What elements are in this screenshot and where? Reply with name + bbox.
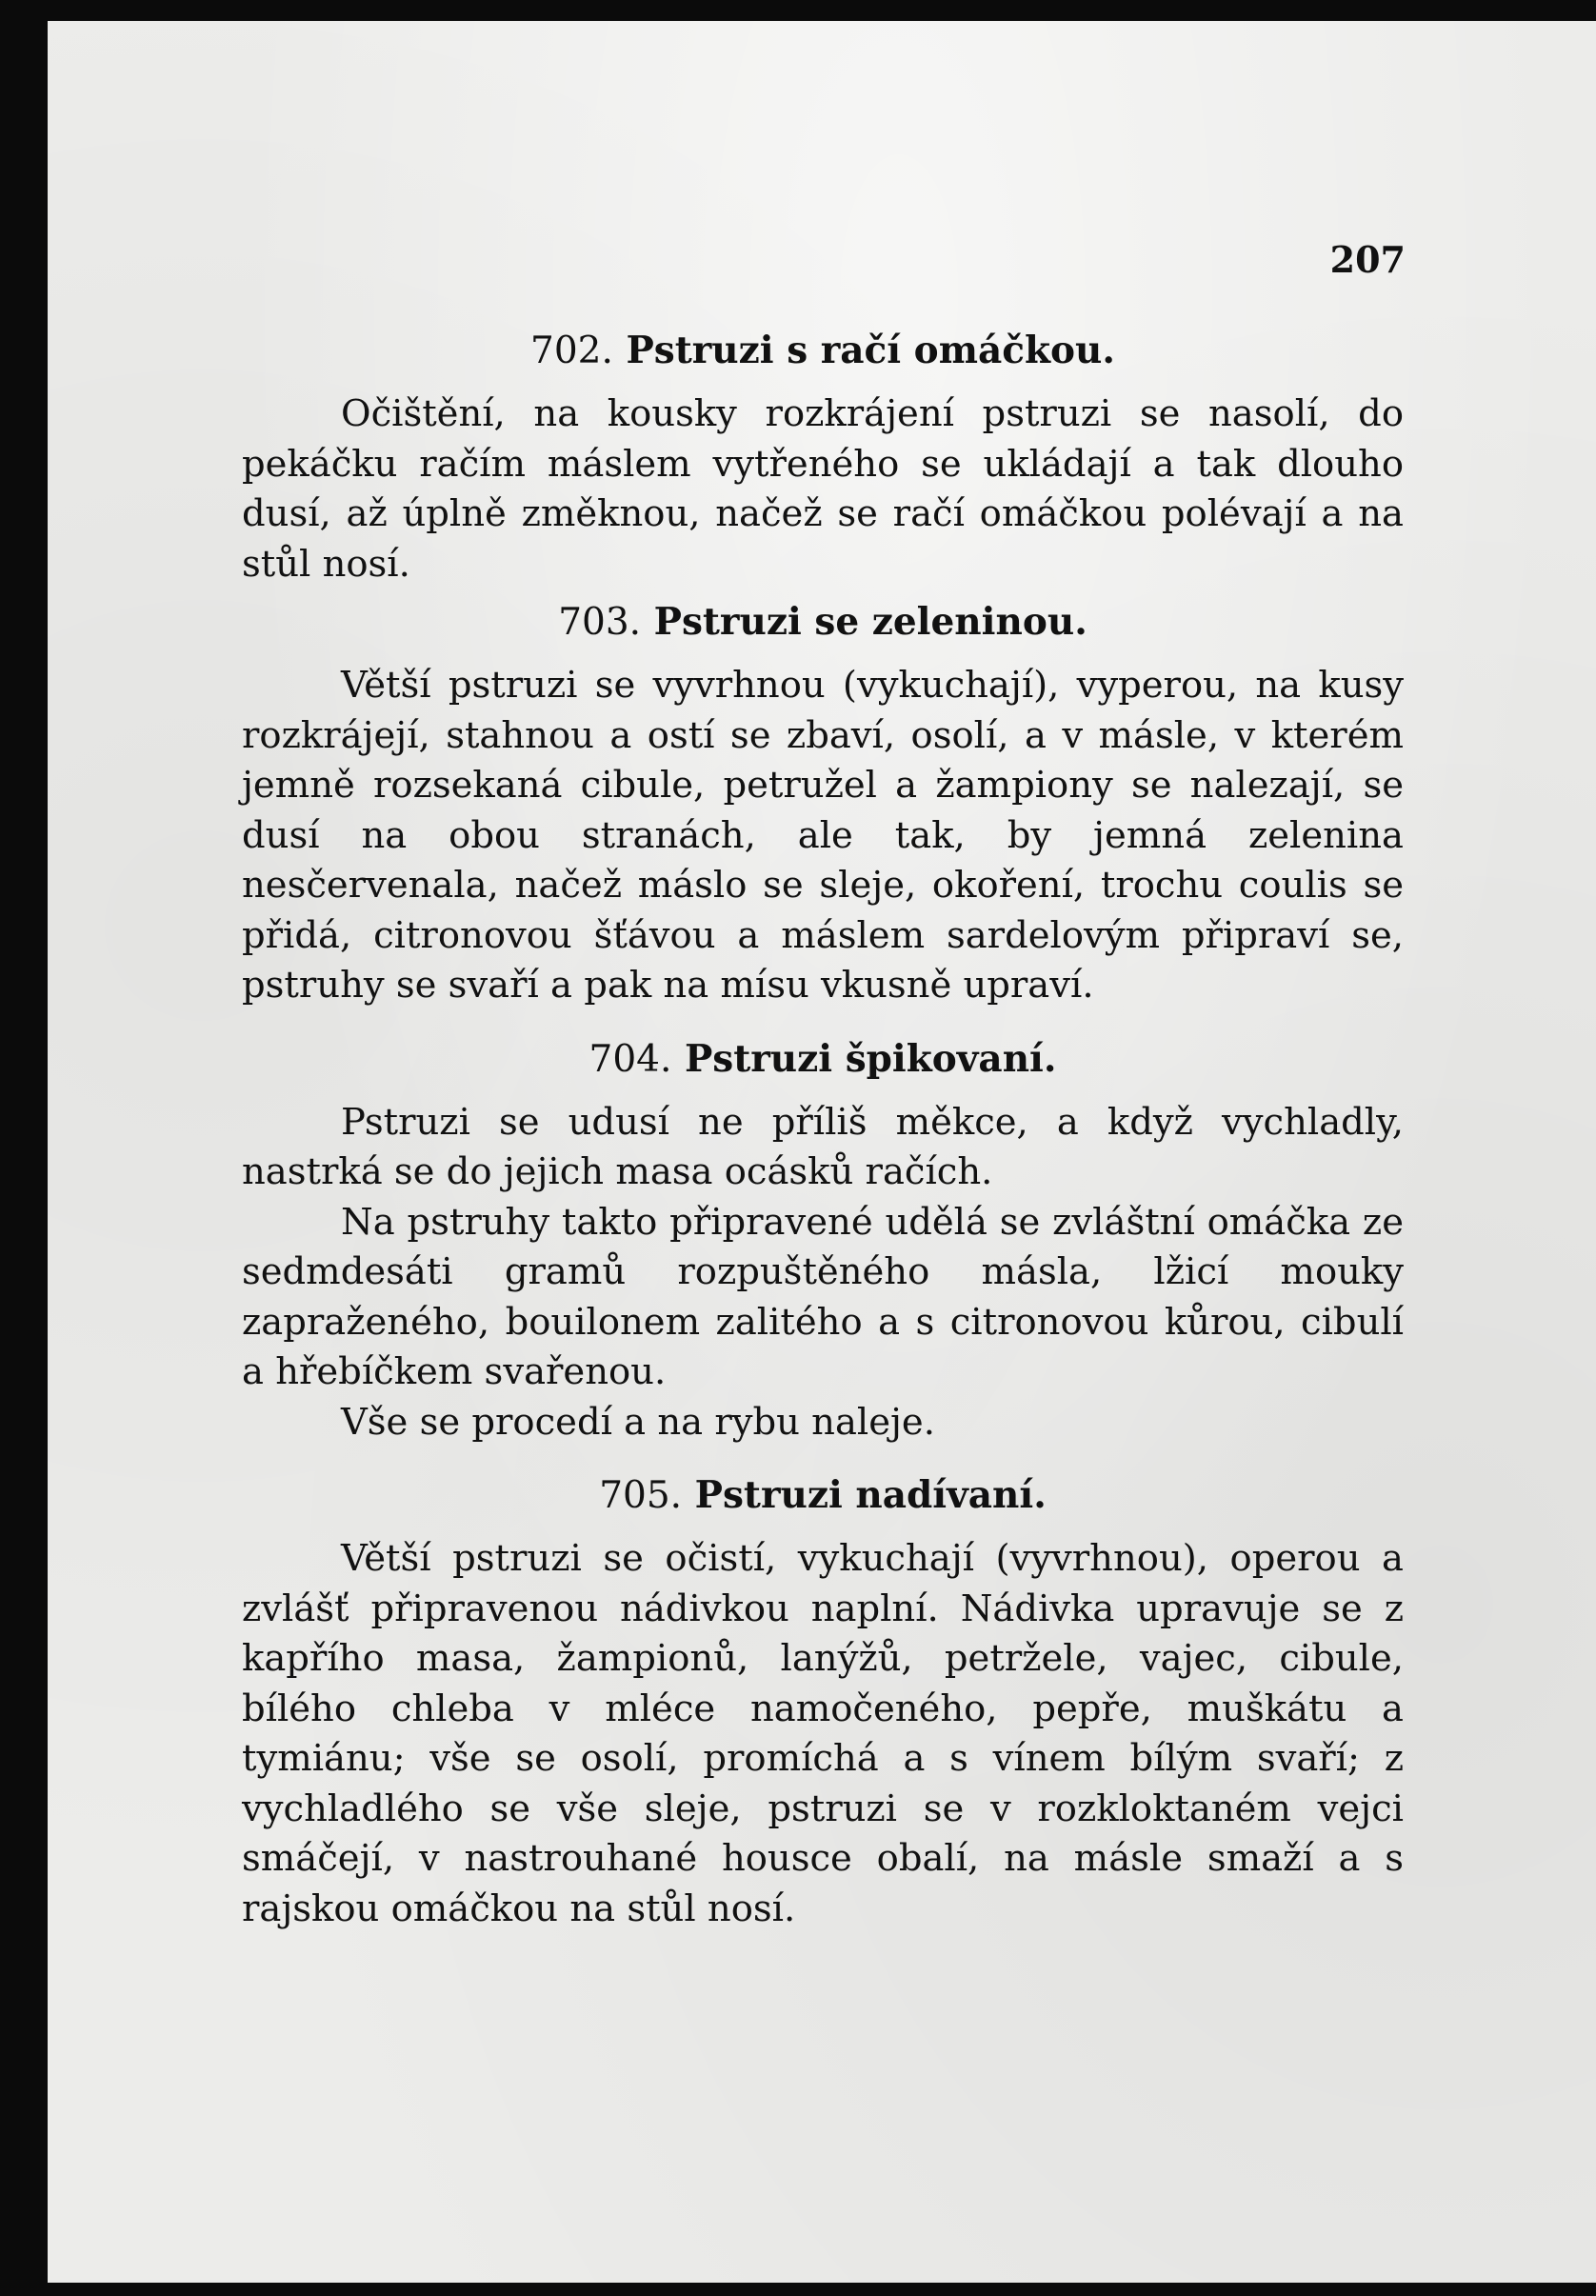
book-page bbox=[48, 21, 1596, 2283]
recipe-paragraph: Větší pstruzi se očistí, vykuchají (vyvrhnou), operou a zvlášť připravenou nádivkou naplní. Nádivka upravuje se z kapřího masa, žampionů, lanýžů, petržele, vajec, cibule, bílého chleba v mléce namočeného, pepře, muškátu a tymiánu; vše se osolí, promíchá a s vínem bílým svaří; z vychladlého se vše sleje, pstruzi se v rozkloktaném vejci smáčejí, v nastrouhané housce obalí, na másle smaží a s rajskou omáčkou na stůl nosí. bbox=[242, 1537, 1404, 1930]
recipe-number: 702. bbox=[530, 329, 613, 372]
recipe-paragraph: Pstruzi se udusí ne příliš měkce, a když vychladly, nastrká se do jejich masa ocásků račích. bbox=[242, 1100, 1404, 1193]
recipe-paragraph: Na pstruhy takto připravené udělá se zvláštní omáčka ze sedmdesáti gramů rozpuštěného másla, lžicí mouky zapraženého, bouilonem zalitého a s citronovou kůrou, cibulí a hřebíčkem svařenou. bbox=[242, 1200, 1404, 1393]
recipe-heading bbox=[242, 1034, 1404, 1085]
recipe-704 bbox=[242, 1034, 1404, 1448]
recipe-number: 705. bbox=[599, 1474, 683, 1517]
recipe-paragraph: Vše se procedí a na rybu naleje. bbox=[341, 1400, 935, 1444]
recipe-paragraph: Větší pstruzi se vyvrhnou (vykuchají), vyperou, na kusy rozkrájejí, stahnou a ostí se zbaví, osolí, a v másle, v kterém jemně rozsekaná cibule, petružel a žampiony se nalezají, se dusí na obou stranách, ale tak, by jemná zelenina nesčervenala, načež máslo se sleje, okoření, trochu coulis se přidá, citronovou šťávou a máslem sardelovým připraví se, pstruhy se svaří a pak na mísu vkusně upraví. bbox=[242, 664, 1404, 1007]
recipe-paragraph: Očištění, na kousky rozkrájení pstruzi se nasolí, do pekáčku račím máslem vytřeného se ukládají a tak dlouho dusí, až úplně změknou, načež se račí omáčkou polévají a na stůl nosí. bbox=[242, 392, 1404, 586]
recipe-heading bbox=[242, 326, 1404, 376]
page-number: 207 bbox=[1329, 238, 1406, 281]
recipe-heading bbox=[242, 1470, 1404, 1521]
recipe-heading bbox=[242, 597, 1404, 648]
recipe-702 bbox=[242, 326, 1404, 589]
page-content bbox=[242, 326, 1404, 1934]
recipe-705 bbox=[242, 1470, 1404, 1934]
recipe-703 bbox=[242, 597, 1404, 1011]
recipe-title: Pstruzi špikovaní. bbox=[684, 1036, 1057, 1081]
recipe-number: 704. bbox=[589, 1037, 672, 1081]
recipe-number: 703. bbox=[558, 601, 642, 644]
recipe-title: Pstruzi nadívaní. bbox=[694, 1473, 1047, 1517]
recipe-title: Pstruzi s račí omáčkou. bbox=[626, 329, 1115, 372]
recipe-title: Pstruzi se zeleninou. bbox=[653, 600, 1087, 644]
